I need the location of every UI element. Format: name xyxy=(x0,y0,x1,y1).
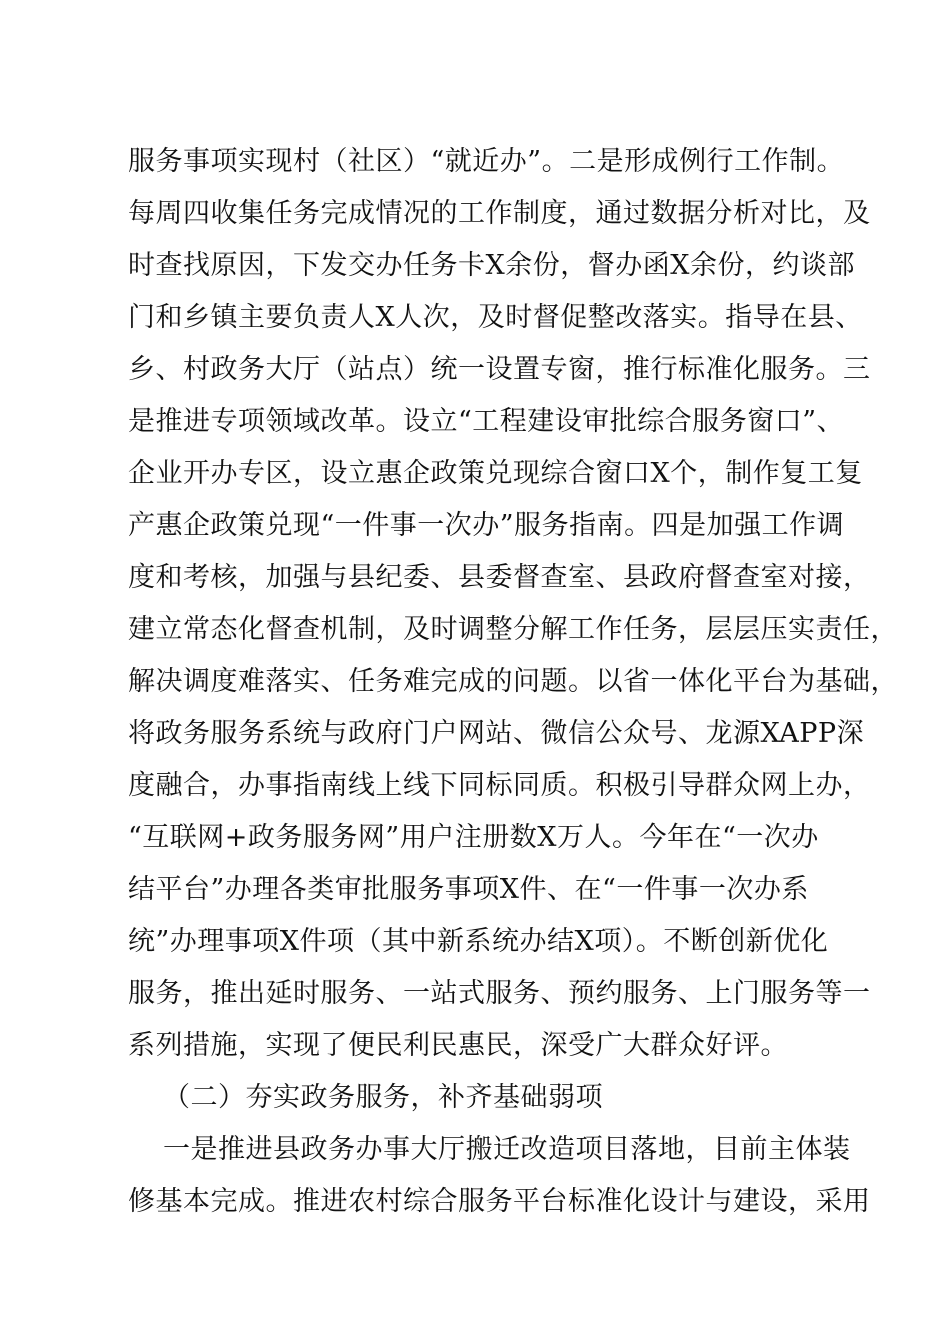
section-heading: （二）夯实政务服务，补齐基础弱项 xyxy=(163,1082,603,1113)
text-line: 一是推进县政务办事大厅搬迁改造项目落地，目前主体装 xyxy=(163,1134,851,1165)
text-line: 服务事项实现村（社区）“就近办”。二是形成例行工作制。 xyxy=(128,146,845,177)
text-line: 是推进专项领域改革。设立“工程建设审批综合服务窗口”、 xyxy=(128,406,845,437)
text-line: 度融合，办事指南线上线下同标同质。积极引导群众网上办， xyxy=(128,770,871,801)
text-line: 每周四收集任务完成情况的工作制度，通过数据分析对比，及 xyxy=(128,198,871,229)
text-line: 门和乡镇主要负责人X人次，及时督促整改落实。指导在县、 xyxy=(128,302,863,333)
text-line: 结平台”办理各类审批服务事项X件、在“一件事一次办系 xyxy=(128,874,809,905)
text-line: 产惠企政策兑现“一件事一次办”服务指南。四是加强工作调 xyxy=(128,510,845,541)
text-line: 度和考核，加强与县纪委、县委督查室、县政府督查室对接， xyxy=(128,562,871,593)
text-line: 将政务服务系统与政府门户网站、微信公众号、龙源XAPP深 xyxy=(128,718,865,749)
text-line: 系列措施，实现了便民利民惠民，深受广大群众好评。 xyxy=(128,1030,788,1061)
text-line: 修基本完成。推进农村综合服务平台标准化设计与建设，采用 xyxy=(128,1186,871,1217)
text-line: 乡、村政务大厅（站点）统一设置专窗，推行标准化服务。三 xyxy=(128,354,871,385)
text-line: 时查找原因，下发交办任务卡X余份，督办函X余份，约谈部 xyxy=(128,250,855,281)
text-line: 统”办理事项X件项（其中新系统办结X项）。不断创新优化 xyxy=(128,926,829,957)
text-line: 企业开办专区，设立惠企政策兑现综合窗口X个，制作复工复 xyxy=(128,458,863,489)
text-line: 解决调度难落实、任务难完成的问题。以省一体化平台为基础， xyxy=(128,666,898,697)
text-line: 建立常态化督查机制，及时调整分解工作任务，层层压实责任， xyxy=(128,614,898,645)
text-line: 服务，推出延时服务、一站式服务、预约服务、上门服务等一 xyxy=(128,978,871,1009)
text-line: “互联网+政务服务网”用户注册数X万人。今年在“一次办 xyxy=(128,822,819,853)
